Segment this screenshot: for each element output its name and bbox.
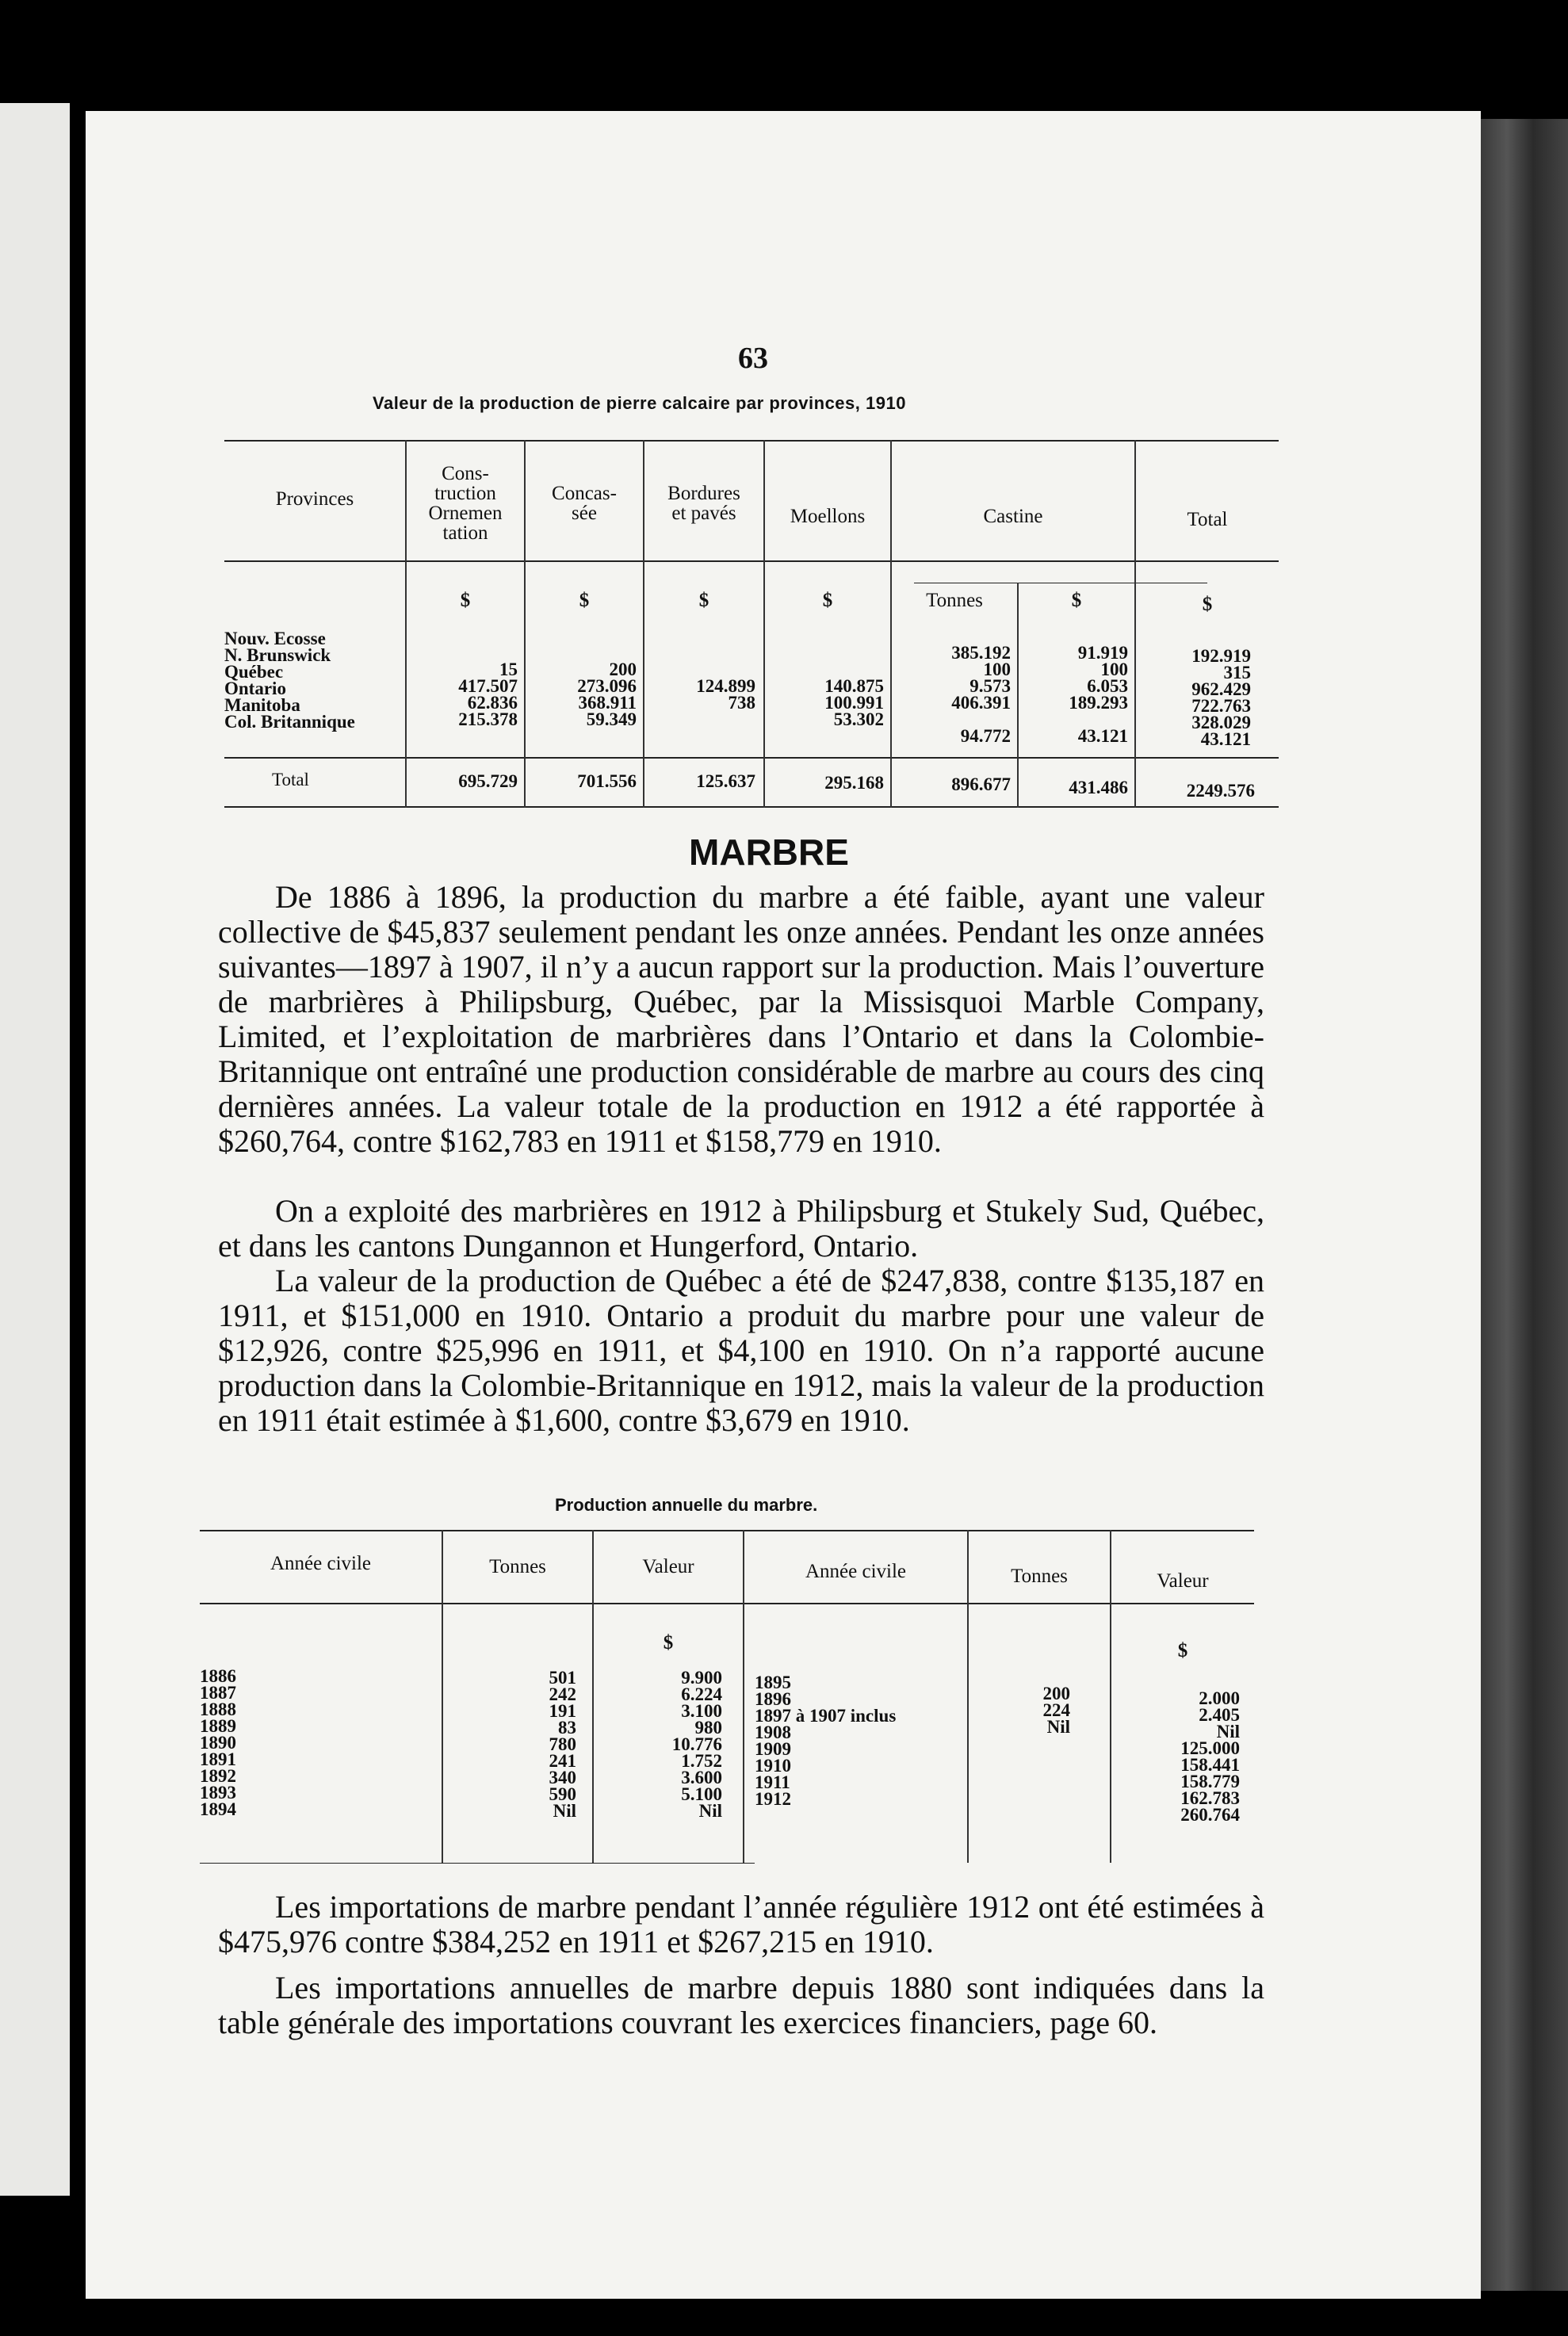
marble-table xyxy=(200,1530,1254,1871)
total-bordures: 125.637 xyxy=(696,771,755,791)
year-cell: 1887 xyxy=(200,1683,236,1703)
closing-paragraph: Les importations annuelles de marbre depuis 1880 sont indiquées dans la table générale des importations couvrant les exercices financiers, page 60. xyxy=(218,1970,1264,2040)
total-top-rule xyxy=(224,757,1279,759)
cell-value: 780 xyxy=(549,1734,576,1754)
cell-value: 9.900 xyxy=(681,1668,722,1688)
unit-castine-tonnes: Tonnes xyxy=(926,590,983,611)
total-total: 2249.576 xyxy=(1186,781,1255,801)
paragraph: On a exploité des marbrières en 1912 à Philipsburg et Stukely Sud, Québec, et dans les cantons Dungannon et Hungerford, Ontario. xyxy=(218,1193,1264,1264)
cell-value: Nil xyxy=(553,1801,576,1821)
cell-value: 417.507 xyxy=(458,676,518,696)
left-years xyxy=(200,1668,438,1818)
year-cell: 1890 xyxy=(200,1733,236,1753)
unit-total: $ xyxy=(1202,594,1213,615)
table-bottom-rule xyxy=(200,1863,755,1864)
concassee-values xyxy=(526,644,637,728)
cell-value: 15 xyxy=(499,660,518,679)
section-title: MARBRE xyxy=(689,832,849,873)
header-tonnes-left: Tonnes xyxy=(489,1556,546,1577)
cell-value: 328.029 xyxy=(1191,713,1251,732)
cell-value: 273.096 xyxy=(577,676,637,696)
cell-value: 6.224 xyxy=(681,1684,722,1704)
cell-value: 59.349 xyxy=(586,709,637,729)
cell-value: 2.405 xyxy=(1199,1705,1240,1725)
year-cell: 1889 xyxy=(200,1716,236,1736)
right-tonnes xyxy=(969,1685,1070,1735)
cell-value: 315 xyxy=(1223,663,1251,682)
cell-value: 189.293 xyxy=(1069,693,1128,713)
cell-value: 200 xyxy=(609,660,637,679)
cell-value: 91.919 xyxy=(1077,643,1128,663)
header-castine: Castine xyxy=(983,506,1043,527)
year-cell: 1893 xyxy=(200,1783,236,1803)
year-cell: 1886 xyxy=(200,1666,236,1686)
header-bordures: Bordures et pavés xyxy=(667,483,740,524)
right-valeur xyxy=(1111,1690,1240,1823)
header-year-right: Année civile xyxy=(805,1561,907,1582)
book-spine-edge xyxy=(1481,119,1568,2291)
paragraph: La valeur de la production de Québec a été de $247,838, contre $135,187 en 1911, et $151,000 en 1910. Ontario a produit du marbre pour une valeur de $12,926, contre $25,996 en 1911, et $4,100 en 1910. On n’a rapporté aucune production dans la Colombie-Britannique en 1912, mais la valeur de la production en 1911 était estimée à $1,600, contre $3,679 en 1910. xyxy=(218,1263,1264,1438)
cell-value: 124.899 xyxy=(696,676,755,696)
cell-value: 241 xyxy=(549,1751,576,1771)
adjacent-page-edge xyxy=(0,103,70,2196)
cell-value: 83 xyxy=(558,1718,576,1738)
cell-value: 3.100 xyxy=(681,1701,722,1721)
cell-value: Nil xyxy=(1216,1722,1240,1741)
cell-value: 43.121 xyxy=(1077,726,1128,746)
cell-value: 191 xyxy=(549,1701,576,1721)
cell-value: 5.100 xyxy=(681,1784,722,1804)
province-name: Nouv. Ecosse xyxy=(224,629,326,648)
header-year-left: Année civile xyxy=(270,1553,372,1574)
page-number: 63 xyxy=(738,342,768,375)
cell-value: 162.783 xyxy=(1180,1788,1240,1808)
unit-bordures: $ xyxy=(698,590,709,611)
left-tonnes xyxy=(443,1669,576,1819)
cell-value: 43.121 xyxy=(1200,729,1251,749)
unit-construction: $ xyxy=(460,590,471,611)
year-cell: 1894 xyxy=(200,1799,236,1819)
cell-value: 962.429 xyxy=(1191,679,1251,699)
cell-value: 125.000 xyxy=(1180,1738,1240,1758)
cell-value xyxy=(526,644,637,661)
table-top-rule xyxy=(224,440,1279,442)
cell-value: 140.875 xyxy=(824,676,884,696)
cell-value: 158.779 xyxy=(1180,1772,1240,1791)
cell-value: 53.302 xyxy=(833,709,884,729)
header-provinces: Provinces xyxy=(275,488,354,510)
year-cell: 1888 xyxy=(200,1699,236,1719)
year-cell: 1895 xyxy=(755,1673,791,1692)
header-valeur-right: Valeur xyxy=(1157,1570,1209,1592)
cell-value: 100.991 xyxy=(824,693,884,713)
unit-castine-value: $ xyxy=(1071,590,1082,611)
cell-value: 340 xyxy=(549,1768,576,1787)
year-cell: 1912 xyxy=(755,1789,791,1809)
year-cell: 1908 xyxy=(755,1722,791,1742)
header-bottom-rule xyxy=(224,560,1279,562)
cell-value: 738 xyxy=(728,693,755,713)
province-name: Ontario xyxy=(224,679,286,698)
header-construction: Cons- truction Ornemen tation xyxy=(428,463,503,544)
cell-value: 192.919 xyxy=(1191,646,1251,666)
col-divider xyxy=(890,440,892,808)
year-cell: 1896 xyxy=(755,1689,791,1709)
cell-value: 1.752 xyxy=(681,1751,722,1771)
closing-paragraph: Les importations de marbre pendant l’année régulière 1912 ont été estimées à $475,976 contre $384,252 en 1911 et $267,215 en 1910. xyxy=(218,1889,1264,1959)
cell-value: 200 xyxy=(1042,1684,1070,1703)
header-concassee: Concas- sée xyxy=(552,483,617,524)
cell-value: 242 xyxy=(549,1684,576,1704)
province-name: N. Brunswick xyxy=(224,645,331,665)
total-moellons: 295.168 xyxy=(824,773,884,793)
right-years xyxy=(755,1674,965,1807)
year-cell: 1891 xyxy=(200,1749,236,1769)
province-names xyxy=(224,630,403,730)
year-cell: 1897 à 1907 inclus xyxy=(755,1706,897,1726)
unit-valeur-right: $ xyxy=(1177,1640,1188,1661)
province-name: Québec xyxy=(224,662,284,682)
castine-tonnes-values xyxy=(892,643,1011,746)
header-valeur-left: Valeur xyxy=(642,1556,694,1577)
cell-value: 6.053 xyxy=(1087,676,1128,696)
castine-value-values xyxy=(1019,643,1128,746)
unit-concassee: $ xyxy=(579,590,590,611)
year-cell: 1892 xyxy=(200,1766,236,1786)
cell-value: 158.441 xyxy=(1180,1755,1240,1775)
table-top-rule xyxy=(200,1530,1254,1531)
header-tonnes-right: Tonnes xyxy=(1011,1566,1068,1587)
limestone-table xyxy=(224,440,1279,812)
cell-value: Nil xyxy=(1046,1717,1070,1737)
col-divider xyxy=(1134,440,1136,808)
cell-value: 100 xyxy=(1100,660,1128,679)
moellons-values xyxy=(765,678,884,728)
unit-valeur-left: $ xyxy=(663,1632,674,1654)
header-total: Total xyxy=(1187,509,1228,530)
cell-value: 224 xyxy=(1042,1700,1070,1720)
cell-value xyxy=(407,644,518,661)
paragraph: De 1886 à 1896, la production du marbre a été faible, ayant une valeur collective de $45,837 seulement pendant les onze années. Pendant les onze années suivantes—1897 à 1907, il n’y a aucun rapport sur la production. Mais l’ouverture de marbrières à Philipsburg, Québec, par la Missisquoi Marble Company, Limited, et l’exploitation de marbrières dans l’Ontario et dans la Colombie-Britannique ont entraîné une production considérable de marbre au cours des cinq dernières années. La valeur totale de la production en 1912 a été rapportée à $260,764, contre $162,783 en 1911 et $158,779 en 1910. xyxy=(218,879,1264,1159)
total-values xyxy=(1136,648,1251,747)
col-divider xyxy=(763,440,765,808)
cell-value: Nil xyxy=(698,1801,722,1821)
cell-value: 94.772 xyxy=(960,726,1011,746)
construction-values xyxy=(407,644,518,728)
cell-value: 260.764 xyxy=(1180,1805,1240,1825)
cell-value: 980 xyxy=(694,1718,722,1738)
marble-table-title: Production annuelle du marbre. xyxy=(555,1495,818,1515)
province-name: Col. Britannique xyxy=(224,712,355,732)
bordures-values xyxy=(644,678,755,711)
cell-value: 368.911 xyxy=(578,693,637,713)
cell-value: 62.836 xyxy=(467,693,518,713)
limestone-table-title: Valeur de la production de pierre calcaire par provinces, 1910 xyxy=(373,393,906,413)
year-cell: 1911 xyxy=(755,1772,790,1792)
province-name: Manitoba xyxy=(224,695,300,715)
header-moellons: Moellons xyxy=(790,506,866,527)
header-bottom-rule xyxy=(200,1603,1254,1604)
total-castine-tonnes: 896.677 xyxy=(951,774,1011,794)
cell-value: 722.763 xyxy=(1191,696,1251,716)
cell-value: 2.000 xyxy=(1199,1688,1240,1708)
cell-value: 100 xyxy=(983,660,1011,679)
year-cell: 1910 xyxy=(755,1756,791,1776)
total-castine-value: 431.486 xyxy=(1069,778,1128,797)
cell-value: 406.391 xyxy=(951,693,1011,713)
cell-value: 3.600 xyxy=(681,1768,722,1787)
cell-value: 385.192 xyxy=(951,643,1011,663)
cell-value: 501 xyxy=(549,1668,576,1688)
cell-value: 215.378 xyxy=(458,709,518,729)
cell-value: 590 xyxy=(549,1784,576,1804)
left-valeur xyxy=(594,1669,722,1819)
year-cell: 1909 xyxy=(755,1739,791,1759)
unit-moellons: $ xyxy=(822,590,833,611)
table-bottom-rule xyxy=(224,806,1279,808)
cell-value: 9.573 xyxy=(969,676,1011,696)
cell-value: 10.776 xyxy=(671,1734,722,1754)
total-construction: 695.729 xyxy=(458,771,518,791)
total-concassee: 701.556 xyxy=(577,771,637,791)
total-label: Total xyxy=(272,770,309,789)
